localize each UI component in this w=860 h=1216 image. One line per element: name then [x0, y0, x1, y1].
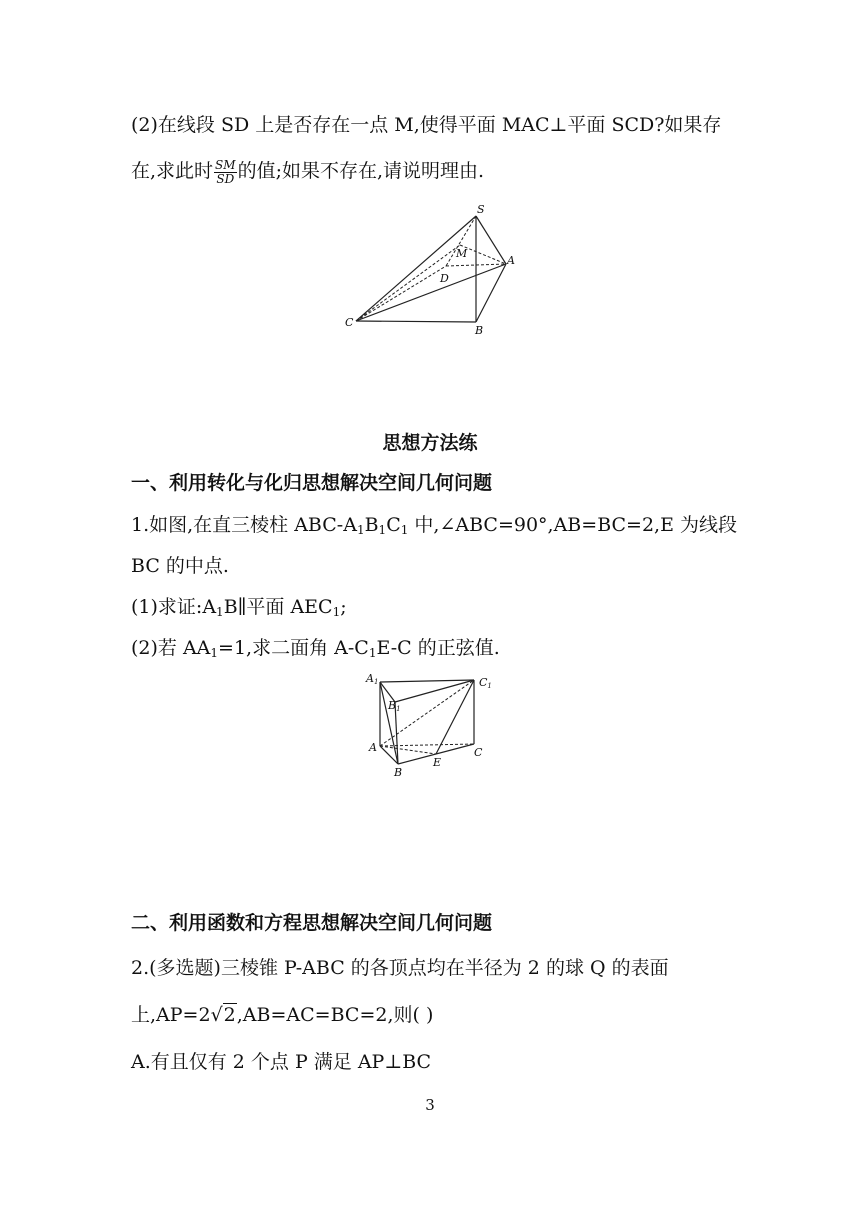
label-s: S [477, 203, 485, 216]
label-e: E [433, 756, 442, 769]
label-b: B [394, 766, 403, 779]
label-c1: C1 [479, 676, 492, 690]
edge-ab [380, 746, 398, 764]
page-number: 3 [425, 1096, 435, 1114]
question-part2-line1: (2)在线段 SD 上是否存在一点 M,使得平面 MAC⊥平面 SCD?如果存 [131, 114, 722, 136]
option-a: A.有且仅有 2 个点 P 满足 AP⊥BC [131, 1051, 432, 1073]
label-d: D [440, 272, 449, 285]
edge-ac1 [380, 680, 474, 746]
label-c: C [345, 316, 354, 329]
edge-sa [476, 216, 506, 264]
question1-line1: 1.如图,在直三棱柱 ABC-$A_1B_1C_1$ 中,∠ABC=90°,AB=BC=2,E 为线段 [131, 514, 737, 537]
edge-b1c1 [395, 680, 474, 702]
label-c: C [474, 746, 483, 759]
question1-line2: BC 的中点. [131, 555, 229, 577]
edge-cd [356, 266, 446, 321]
section2-heading: 二、利用函数和方程思想解决空间几何问题 [131, 912, 493, 934]
sqrt-expression: √2 [210, 1004, 236, 1026]
edge-ae [380, 746, 436, 754]
edge-cb [356, 321, 476, 322]
prism-figure [362, 670, 502, 780]
label-a: A [369, 741, 377, 754]
section1-heading: 一、利用转化与化归思想解决空间几何问题 [131, 472, 493, 494]
section-title: 思想方法练 [382, 432, 478, 454]
edge-a1c1 [380, 680, 474, 682]
question2-line1: 2.(多选题)三棱锥 P-ABC 的各顶点均在半径为 2 的球 Q 的表面 [131, 957, 669, 979]
question2-line2: 上,AP=2√2,AB=AC=BC=2,则( ) [131, 1004, 434, 1026]
question-part2-line2: 在,求此时 $\frac{SM}{SD}$ 的值;如果不存在,请说明理由. [131, 157, 485, 186]
fraction-sm-sd: $\frac{SM}{SD}$ [215, 157, 236, 186]
label-m: M [456, 247, 468, 260]
label-b: B [475, 324, 484, 337]
label-a1: A1 [366, 672, 379, 686]
edge-sc [356, 216, 476, 321]
edge-ca [356, 264, 506, 321]
edge-c1e [436, 680, 474, 754]
label-a: A [507, 254, 515, 267]
edge-ba [476, 264, 506, 322]
label-b1: B1 [388, 699, 401, 713]
question1-part1: (1)求证$:A_1B\parallel$平面 $AEC_1$; [131, 596, 347, 619]
pyramid-figure [330, 200, 530, 340]
question1-part2: (2)若 $AA_1=1$,求二面角 $A-C_1E-C$ 的正弦值. [131, 637, 500, 660]
